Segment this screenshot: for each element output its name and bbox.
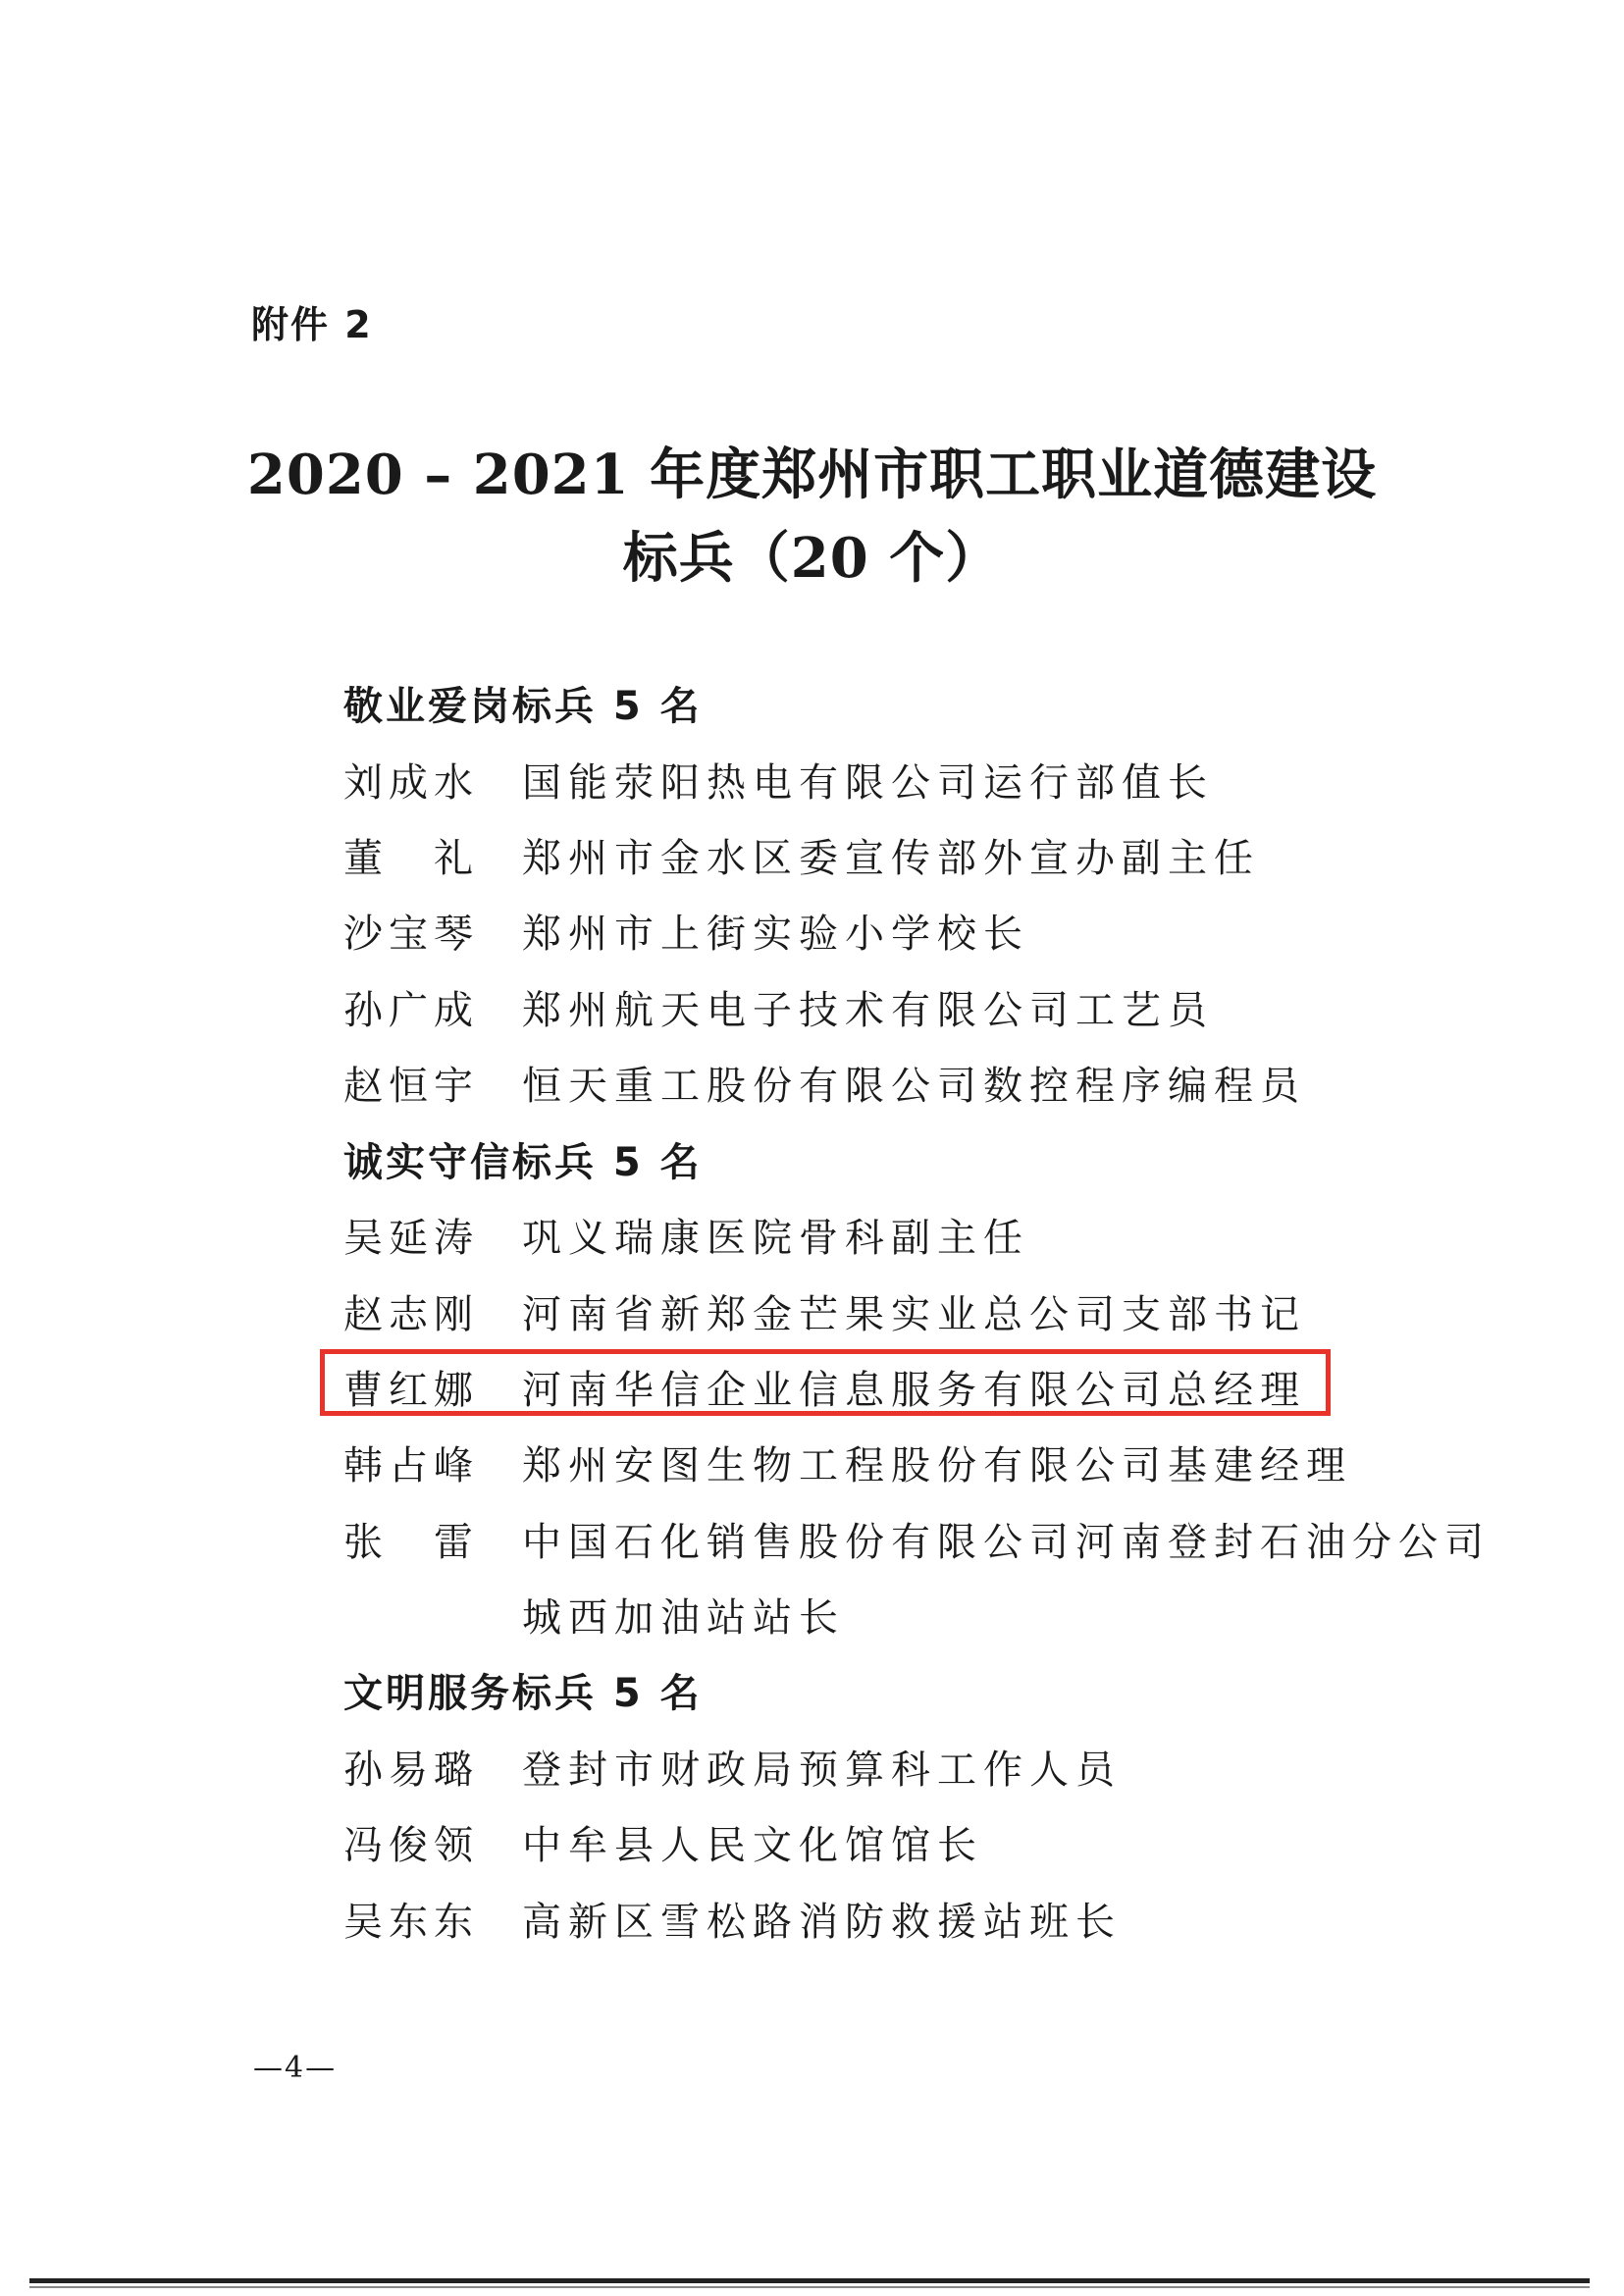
person-title: 河南华信企业信息服务有限公司总经理	[522, 1368, 1306, 1413]
highlight-box	[320, 1349, 1331, 1416]
person-title: 高新区雪松路消防救援站班长	[522, 1900, 1122, 1945]
person-name: 孙广成	[343, 988, 479, 1033]
person-name: 曹红娜	[343, 1368, 479, 1413]
person-name: 张 雷	[343, 1520, 479, 1565]
document-title-line2: 标兵（20 个）	[622, 526, 1002, 591]
page-bottom-border-shadow	[29, 2286, 1590, 2288]
document-title-line1: 2020 – 2021 年度郑州市职工职业道德建设	[246, 443, 1378, 507]
person-name: 冯俊领	[343, 1823, 479, 1868]
person-title: 恒天重工股份有限公司数控程序编程员	[522, 1064, 1306, 1109]
page-number: —4—	[253, 2051, 338, 2085]
person-title: 国能荥阳热电有限公司运行部值长	[522, 760, 1214, 806]
section-heading: 诚实守信标兵 5 名	[343, 1140, 703, 1185]
person-title: 郑州市金水区委宣传部外宣办副主任	[522, 836, 1260, 881]
person-name: 赵恒宇	[343, 1064, 479, 1109]
person-title: 登封市财政局预算科工作人员	[522, 1748, 1122, 1793]
person-title: 河南省新郑金芒果实业总公司支部书记	[522, 1292, 1306, 1337]
person-name: 赵志刚	[343, 1292, 479, 1337]
person-name: 沙宝琴	[343, 912, 479, 957]
person-title: 郑州安图生物工程股份有限公司基建经理	[522, 1443, 1352, 1488]
person-title: 中牟县人民文化馆馆长	[522, 1823, 983, 1868]
person-title: 中国石化销售股份有限公司河南登封石油分公司	[522, 1520, 1491, 1565]
person-name: 刘成水	[343, 760, 479, 806]
person-name: 韩占峰	[343, 1443, 479, 1488]
person-title: 巩义瑞康医院骨科副主任	[522, 1216, 1029, 1261]
person-title-continued: 城西加油站站长	[522, 1595, 845, 1641]
person-title: 郑州航天电子技术有限公司工艺员	[522, 988, 1214, 1033]
person-name: 董 礼	[343, 836, 479, 881]
person-title: 郑州市上街实验小学校长	[522, 912, 1029, 957]
attachment-label: 附件 2	[251, 303, 373, 346]
person-name: 孙易璐	[343, 1748, 479, 1793]
person-name: 吴东东	[343, 1900, 479, 1945]
section-heading: 文明服务标兵 5 名	[343, 1671, 703, 1716]
page-bottom-border	[29, 2278, 1590, 2283]
person-name: 吴延涛	[343, 1216, 479, 1261]
section-heading: 敬业爱岗标兵 5 名	[343, 684, 703, 729]
